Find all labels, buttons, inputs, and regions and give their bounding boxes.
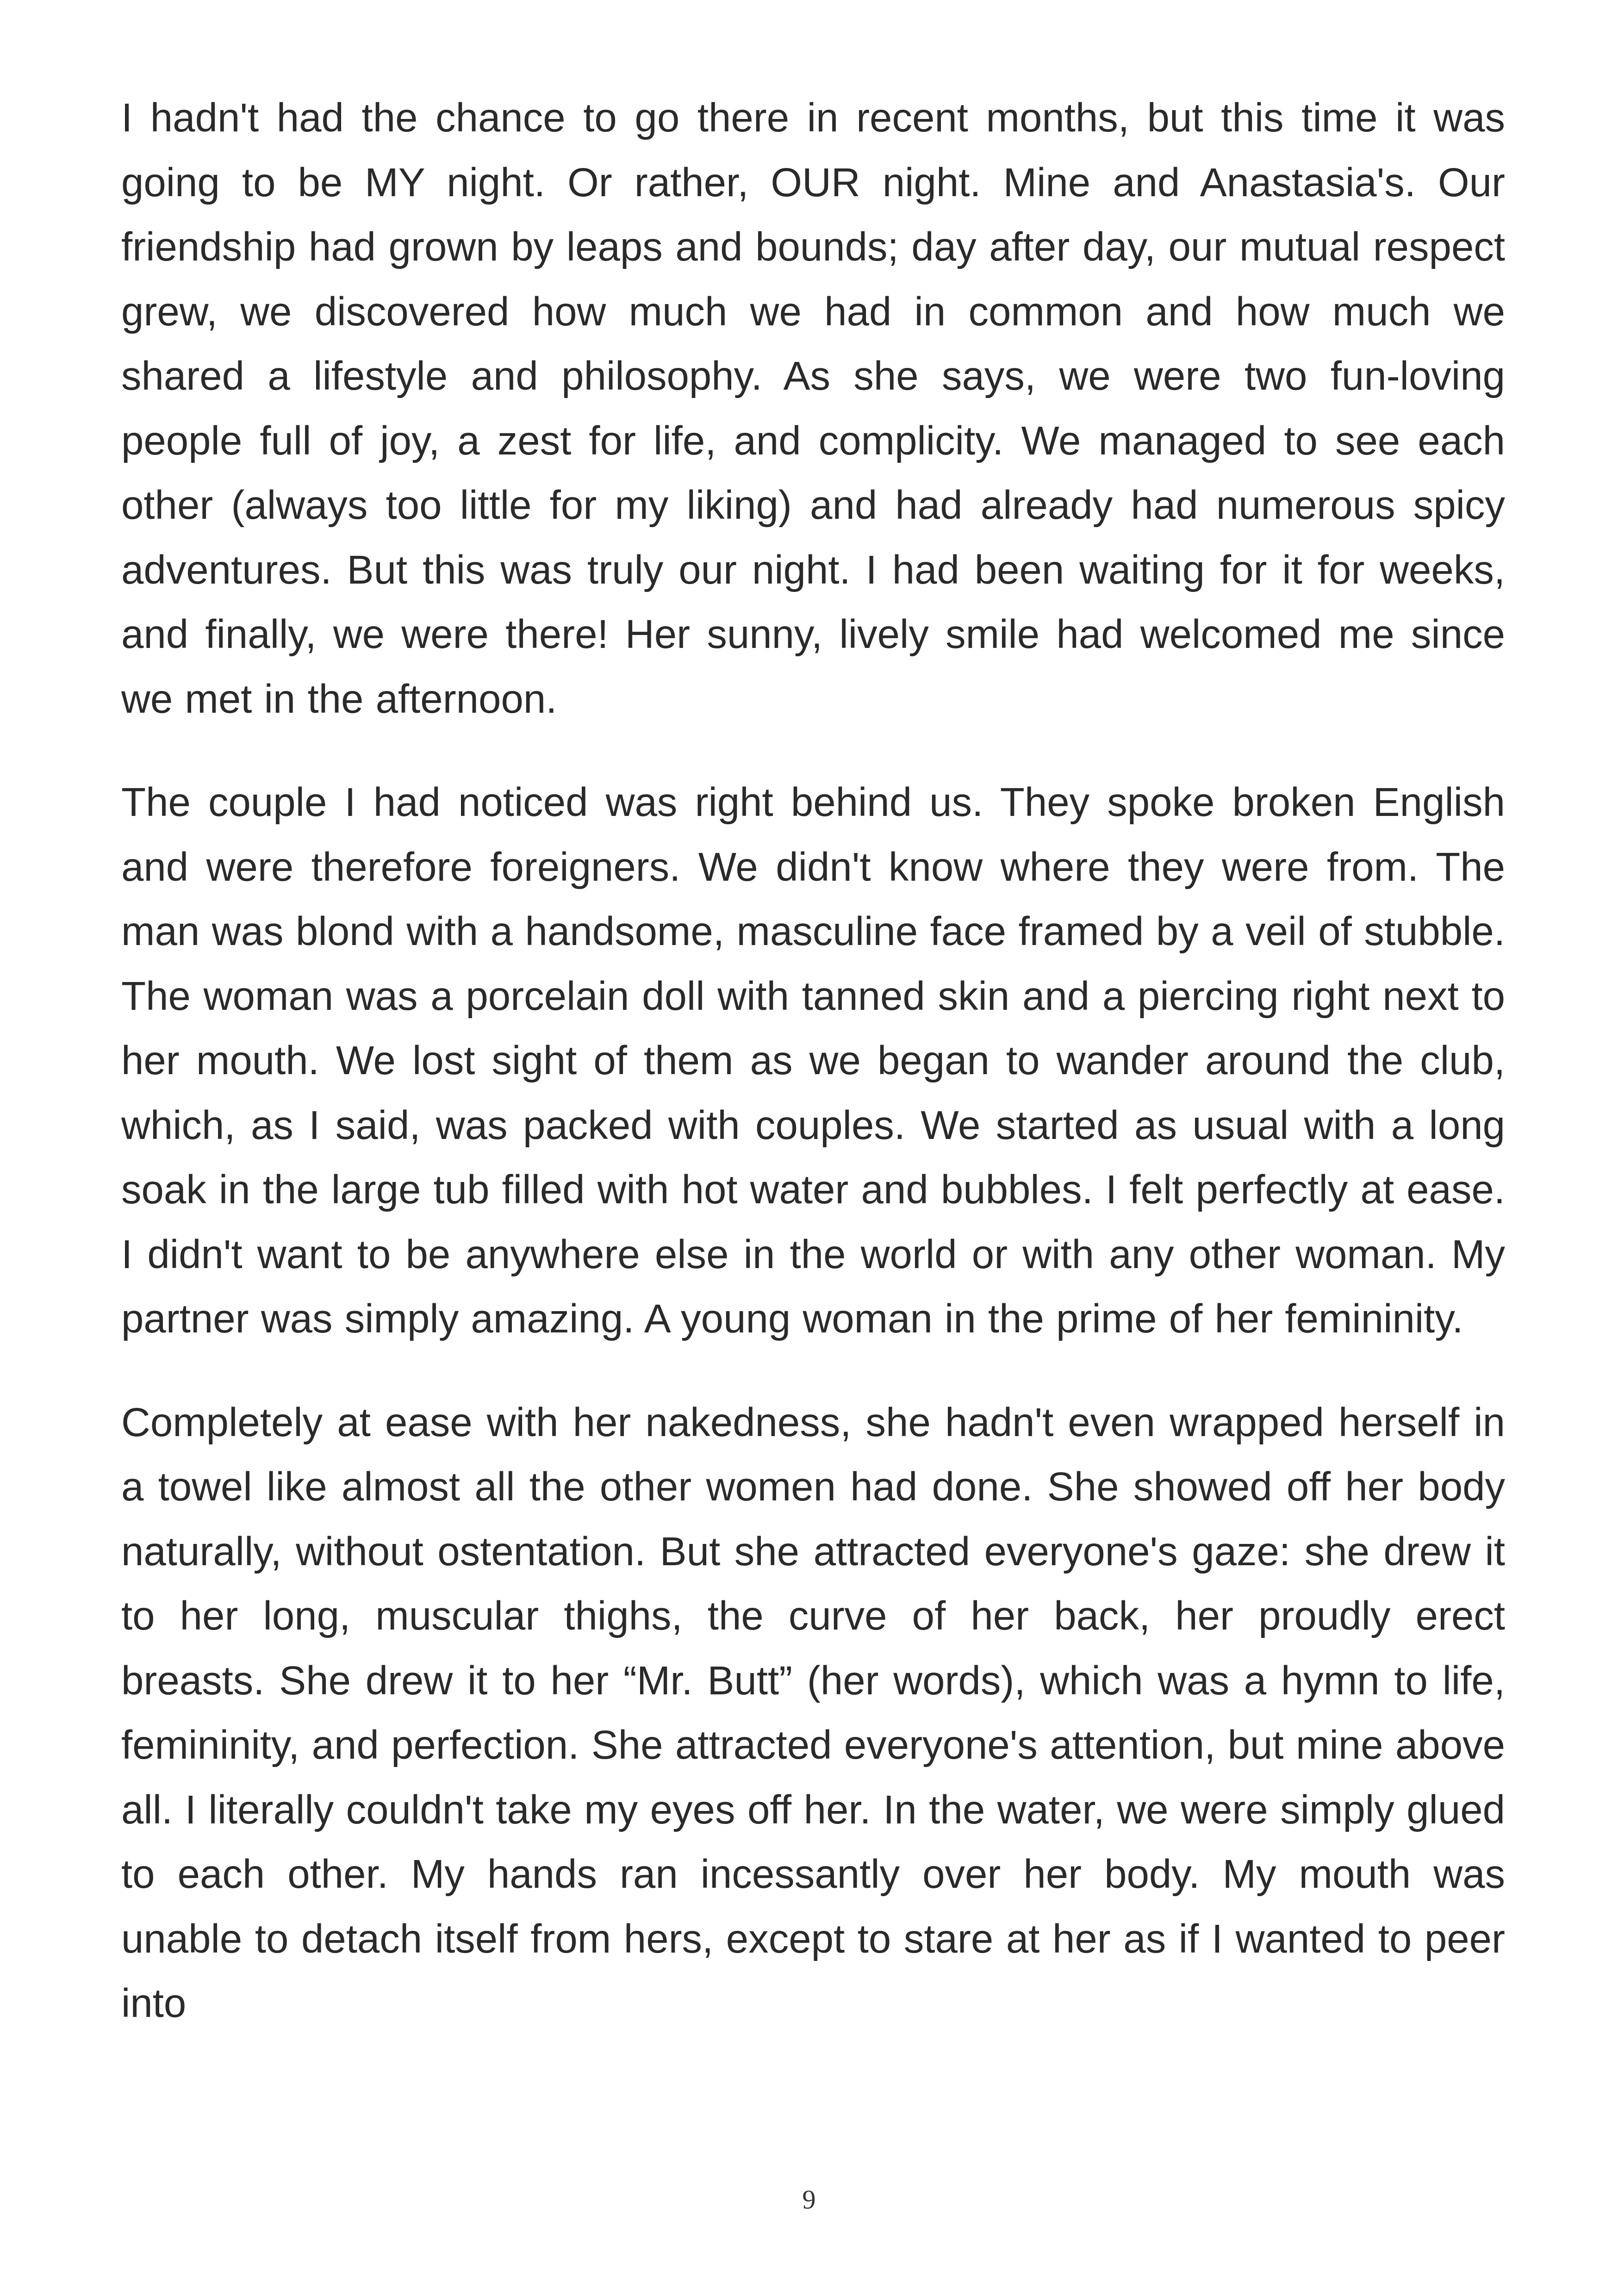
page-number: 9 xyxy=(802,2184,816,2215)
body-text xyxy=(121,86,1505,2036)
paragraph-2: The couple I had noticed was right behind us. They spoke broken English and were therefore foreigners. We didn't know where they were from. The man was blond with a handsome, masculine face framed by a veil of stubble. The woman was a porcelain doll with tanned skin and a piercing right next to her mouth. We lost sight of them as we began to wander around the club, which, as I said, was packed with couples. We started as usual with a long soak in the large tub filled with hot water and bubbles. I felt perfectly at ease. I didn't want to be anywhere else in the world or with any other woman. My partner was simply amazing. A young woman in the prime of her femininity. xyxy=(121,780,1505,1341)
paragraph-3: Completely at ease with her nakedness, she hadn't even wrapped herself in a towel like almost all the other women had done. She showed off her body naturally, without ostentation. But she attracted everyone's gaze: she drew it to her long, muscular thighs, the curve of her back, her proudly erect breasts. She drew it to her “Mr. Butt” (her words), which was a hymn to life, femininity, and perfection. She attracted everyone's attention, but mine above all. I literally couldn't take my eyes off her. In the water, we were simply glued to each other. My hands ran incessantly over her body. My mouth was unable to detach itself from hers, except to stare at her as if I wanted to peer into xyxy=(121,1400,1505,2026)
paragraph-1: I hadn't had the chance to go there in recent months, but this time it was going to be MY night. Or rather, OUR night. Mine and Anastasia's. Our friendship had grown by leaps and bounds; day after day, our mutual respect grew, we discovered how much we had in common and how much we shared a lifestyle and philosophy. As she says, we were two fun-loving people full of joy, a zest for life, and complicity. We managed to see each other (always too little for my liking) and had already had numerous spicy adventures. But this was truly our night. I had been waiting for it for weeks, and finally, we were there! Her sunny, lively smile had welcomed me since we met in the afternoon. xyxy=(121,95,1505,722)
